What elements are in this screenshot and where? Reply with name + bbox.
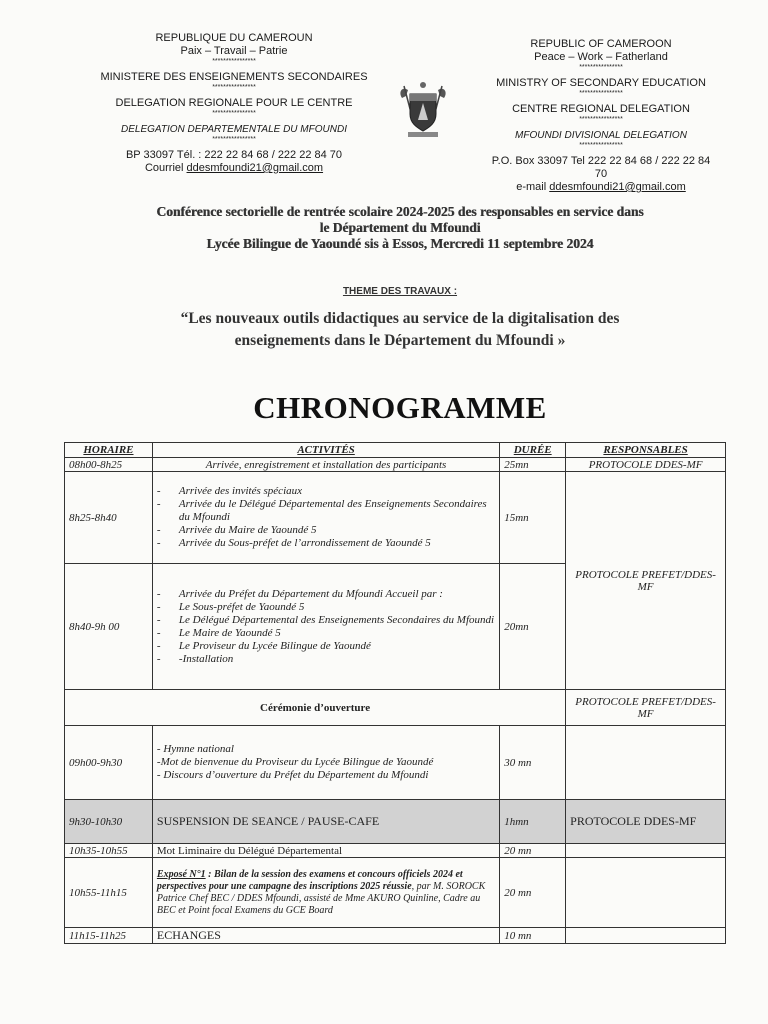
table-header-row [65, 443, 726, 458]
table-row [65, 858, 726, 928]
motto-en: Peace – Work – Fatherland [534, 51, 668, 63]
cell-activite: Mot Liminaire du Délégué Départemental [152, 844, 499, 858]
cell-horaire: 10h55-11h15 [65, 858, 153, 928]
cell-duree: 1hmn [500, 800, 566, 844]
republic-name-en: REPUBLIC OF CAMEROON [530, 38, 672, 50]
cell-activite [152, 726, 499, 800]
list-item: - Arrivée du Sous-préfet de l’arrondissement de Yaoundé 5 [179, 537, 495, 550]
cell-horaire: 11h15-11h25 [65, 928, 153, 944]
col-header-duree: DURÉE [500, 443, 566, 458]
table-row [65, 726, 726, 800]
stars-separator: **************** [212, 110, 256, 117]
list-item: - Arrivée du Préfet du Département du Mfoundi Accueil par : [179, 588, 495, 601]
cell-activite: ECHANGES [152, 928, 499, 944]
stars-separator: **************** [579, 64, 623, 71]
email-link[interactable]: ddesmfoundi21@gmail.com [186, 162, 324, 174]
email-link[interactable]: ddesmfoundi21@gmail.com [549, 181, 686, 193]
list-item: - Arrivée des invités spéciaux [179, 485, 495, 498]
cell-duree: 20 mn [500, 858, 566, 928]
ministry-en: MINISTRY OF SECONDARY EDUCATION [496, 77, 706, 89]
conference-title: Conférence sectorielle de rentrée scolaire 2024-2025 des responsables en service dans le Département du Mfoundi Lycée Bilingue de Yaoundé sis à Essos, Mercredi 11 septembre 2024 [156, 204, 644, 251]
contact-email-en: e-mail ddesmfoundi21@gmail.com [516, 181, 686, 193]
cell-horaire: 9h30-10h30 [65, 800, 153, 844]
cell-activite: SUSPENSION DE SEANCE / PAUSE-CAFE [152, 800, 499, 844]
cell-responsable: PROTOCOLE PREFET/DDES-MF [566, 690, 726, 726]
divisional-delegation-fr: DELEGATION DEPARTEMENTALE DU MFOUNDI [121, 124, 347, 135]
list-item: -Mot de bienvenue du Proviseur du Lycée Bilingue de Yaoundé [156, 756, 434, 768]
schedule-table [64, 442, 726, 944]
cell-activite [152, 564, 499, 690]
theme-label: THEME DES TRAVAUX : [342, 286, 458, 297]
ceremony-section-title: Cérémonie d’ouverture [65, 690, 566, 726]
list-item: - -Installation [179, 653, 495, 666]
header-left [98, 32, 370, 175]
coat-of-arms-icon [394, 76, 452, 140]
cell-duree: 30 mn [500, 726, 566, 800]
list-item: - Le Délégué Départemental des Enseignements Secondaires du Mfoundi [179, 614, 495, 627]
list-item: - Arrivée du Maire de Yaoundé 5 [179, 524, 495, 537]
document-title: CHRONOGRAMME [253, 390, 547, 425]
cell-horaire: 09h00-9h30 [65, 726, 153, 800]
cell-responsable [566, 726, 726, 800]
ministry-fr: MINISTERE DES ENSEIGNEMENTS SECONDAIRES [100, 71, 368, 83]
contact-phone-fr: BP 33097 Tél. : 222 22 84 68 / 222 22 84 70 [125, 149, 343, 161]
col-header-activites: ACTIVITÉS [152, 443, 499, 458]
cell-horaire: 08h00-8h25 [65, 458, 153, 472]
table-row [65, 800, 726, 844]
stars-separator: **************** [212, 84, 256, 91]
republic-name-fr: REPUBLIQUE DU CAMEROUN [155, 32, 313, 44]
cell-duree: 25mn [500, 458, 566, 472]
cell-responsable: PROTOCOLE PREFET/DDES-MF [566, 472, 726, 690]
cell-duree: 15mn [500, 472, 566, 564]
table-row [65, 690, 726, 726]
col-header-responsables: RESPONSABLES [566, 443, 726, 458]
col-header-horaire: HORAIRE [65, 443, 153, 458]
cell-activite [152, 858, 499, 928]
stars-separator: **************** [212, 136, 256, 143]
table-row [65, 458, 726, 472]
contact-email-fr: Courriel ddesmfoundi21@gmail.com [144, 162, 324, 174]
list-item: - Le Proviseur du Lycée Bilingue de Yaoundé [179, 640, 495, 653]
stars-separator: **************** [579, 142, 623, 149]
cell-duree: 10 mn [500, 928, 566, 944]
cell-activite: Arrivée, enregistrement et installation des participants [152, 458, 499, 472]
expose-label: Exposé N°1 [156, 868, 206, 880]
theme-text: “Les nouveaux outils didactiques au service de la digitalisation des enseignements dans le Département du Mfoundi » [180, 310, 620, 349]
cell-horaire: 8h25-8h40 [65, 472, 153, 564]
cell-duree: 20 mn [500, 844, 566, 858]
cell-responsable: PROTOCOLE DDES-MF [566, 458, 726, 472]
cell-responsable [566, 858, 726, 928]
table-row [65, 844, 726, 858]
expose-title: : Bilan de la session des examens et concours officiels 2024 et perspectives pour une campagne des inscriptions 2025 réussie [156, 868, 463, 892]
motto-fr: Paix – Travail – Patrie [180, 45, 288, 57]
table-row [65, 472, 726, 564]
regional-delegation-fr: DELEGATION REGIONALE POUR LE CENTRE [115, 97, 353, 109]
stars-separator: **************** [579, 116, 623, 123]
stars-separator: **************** [579, 90, 623, 97]
table-row [65, 928, 726, 944]
cell-activite [152, 472, 499, 564]
list-item: - Le Maire de Yaoundé 5 [179, 627, 495, 640]
cell-responsable: PROTOCOLE DDES-MF [566, 800, 726, 844]
list-item: - Hymne national [156, 743, 234, 755]
list-item: - Discours d’ouverture du Préfet du Département du Mfoundi [156, 769, 429, 781]
cell-responsable [566, 928, 726, 944]
list-item: - Arrivée du le Délégué Départemental des Enseignements Secondaires du Mfoundi [179, 498, 495, 524]
expose-presenters: , par M. SOROCK Patrice Chef BEC / DDES Mfoundi, assisté de Mme AKURO Quinline, Cadre au BEC et Point focal Examens du GCE Board [156, 880, 486, 916]
list-item: - Le Sous-préfet de Yaoundé 5 [179, 601, 495, 614]
divisional-delegation-en: MFOUNDI DIVISIONAL DELEGATION [515, 130, 687, 141]
cell-horaire: 10h35-10h55 [65, 844, 153, 858]
cell-horaire: 8h40-9h 00 [65, 564, 153, 690]
contact-phone-en: P.O. Box 33097 Tel 222 22 84 68 / 222 22 84 70 [491, 155, 711, 180]
cell-responsable [566, 844, 726, 858]
stars-separator: **************** [212, 58, 256, 65]
header-right [490, 38, 712, 194]
cell-duree: 20mn [500, 564, 566, 690]
regional-delegation-en: CENTRE REGIONAL DELEGATION [512, 103, 690, 115]
